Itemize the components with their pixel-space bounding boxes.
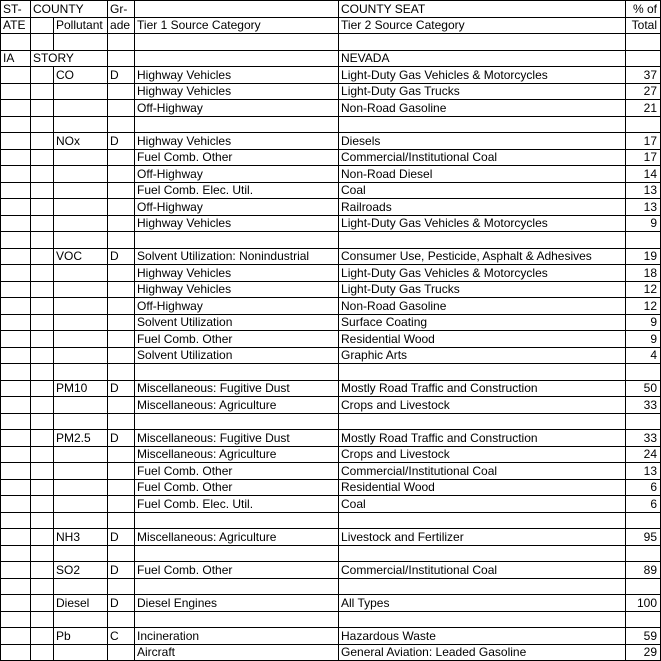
header-grade: Gr-	[108, 1, 135, 18]
table-row	[1, 595, 661, 612]
pollutant-cell	[54, 166, 108, 183]
tier1-cell: Highway Vehicles	[135, 83, 339, 100]
pct-cell: 33	[626, 397, 661, 414]
grade-cell: D	[108, 430, 135, 447]
header-pct: % of	[626, 1, 661, 18]
grade-cell: D	[108, 133, 135, 150]
pct-cell: 33	[626, 430, 661, 447]
pct-cell: 50	[626, 380, 661, 397]
pct-cell: 13	[626, 182, 661, 199]
grade-cell	[108, 83, 135, 100]
county-seat-name: NEVADA	[339, 50, 626, 67]
spacer-row	[1, 578, 661, 595]
pct-cell: 37	[626, 67, 661, 84]
pollutant-cell	[54, 182, 108, 199]
location-row	[1, 50, 661, 67]
pollutant-cell	[54, 314, 108, 331]
spacer-row	[1, 364, 661, 381]
pollutant-cell	[54, 331, 108, 348]
spacer-row	[1, 232, 661, 249]
pollutant-cell: CO	[54, 67, 108, 84]
pct-cell: 24	[626, 446, 661, 463]
pollutant-cell	[54, 215, 108, 232]
pct-cell: 13	[626, 463, 661, 480]
header-county: COUNTY	[31, 1, 108, 18]
tier2-cell: Surface Coating	[339, 314, 626, 331]
tier1-cell: Fuel Comb. Other	[135, 149, 339, 166]
tier2-cell: Non-Road Diesel	[339, 166, 626, 183]
pct-cell: 12	[626, 281, 661, 298]
pct-cell: 29	[626, 644, 661, 661]
table-row	[1, 248, 661, 265]
grade-cell: D	[108, 248, 135, 265]
pollutant-cell	[54, 100, 108, 117]
header-county-seat: COUNTY SEAT	[339, 1, 626, 18]
tier1-cell: Fuel Comb. Other	[135, 562, 339, 579]
table-row	[1, 347, 661, 364]
grade-cell	[108, 166, 135, 183]
table-row	[1, 644, 661, 661]
tier1-cell: Miscellaneous: Fugitive Dust	[135, 380, 339, 397]
pollutant-cell	[54, 149, 108, 166]
grade-cell: D	[108, 529, 135, 546]
pct-cell: 17	[626, 149, 661, 166]
tier2-cell: Light-Duty Gas Trucks	[339, 281, 626, 298]
pollutant-cell	[54, 281, 108, 298]
pollutant-cell	[54, 298, 108, 315]
table-row	[1, 562, 661, 579]
table-row	[1, 166, 661, 183]
tier2-cell: Non-Road Gasoline	[339, 298, 626, 315]
table-row	[1, 281, 661, 298]
pollutant-cell	[54, 83, 108, 100]
grade-cell: D	[108, 67, 135, 84]
pollutant-cell	[54, 347, 108, 364]
pct-cell: 13	[626, 199, 661, 216]
spacer-row	[1, 116, 661, 133]
tier2-cell: Diesels	[339, 133, 626, 150]
tier2-cell: Coal	[339, 182, 626, 199]
table-row	[1, 133, 661, 150]
tier1-cell: Miscellaneous: Fugitive Dust	[135, 430, 339, 447]
grade-cell	[108, 331, 135, 348]
grade-cell	[108, 215, 135, 232]
table-row	[1, 529, 661, 546]
pollutant-cell	[54, 199, 108, 216]
pollutant-cell: PM10	[54, 380, 108, 397]
tier2-cell: Residential Wood	[339, 331, 626, 348]
tier1-cell: Off-Highway	[135, 166, 339, 183]
spacer-row	[1, 611, 661, 628]
pct-cell: 19	[626, 248, 661, 265]
table-row	[1, 463, 661, 480]
tier2-cell: Light-Duty Gas Trucks	[339, 83, 626, 100]
state-code: IA	[1, 50, 31, 67]
tier2-cell: Hazardous Waste	[339, 628, 626, 645]
pct-cell: 89	[626, 562, 661, 579]
pct-cell: 9	[626, 331, 661, 348]
pollutant-cell	[54, 265, 108, 282]
pct-cell: 17	[626, 133, 661, 150]
tier1-cell: Aircraft	[135, 644, 339, 661]
tier2-cell: Residential Wood	[339, 479, 626, 496]
tier2-cell: Light-Duty Gas Vehicles & Motorcycles	[339, 67, 626, 84]
grade-cell	[108, 149, 135, 166]
grade-cell	[108, 100, 135, 117]
tier2-cell: Commercial/Institutional Coal	[339, 463, 626, 480]
tier2-cell: Consumer Use, Pesticide, Asphalt & Adhesives	[339, 248, 626, 265]
pollutant-cell	[54, 479, 108, 496]
tier1-cell: Solvent Utilization: Nonindustrial	[135, 248, 339, 265]
grade-cell	[108, 644, 135, 661]
table-row	[1, 430, 661, 447]
pollutant-cell: PM2.5	[54, 430, 108, 447]
header-row-1	[1, 1, 661, 18]
tier2-cell: Crops and Livestock	[339, 397, 626, 414]
pollutant-cell	[54, 644, 108, 661]
pct-cell: 9	[626, 215, 661, 232]
grade-cell	[108, 463, 135, 480]
grade-cell	[108, 479, 135, 496]
header-state-2: ATE	[1, 17, 31, 34]
county-name: STORY	[31, 50, 108, 67]
tier2-cell: Mostly Road Traffic and Construction	[339, 380, 626, 397]
tier2-cell: Coal	[339, 496, 626, 513]
header-empty	[31, 17, 54, 34]
table-row	[1, 331, 661, 348]
table-row	[1, 67, 661, 84]
grade-cell	[108, 397, 135, 414]
table-row	[1, 83, 661, 100]
grade-cell	[108, 446, 135, 463]
tier2-cell: Railroads	[339, 199, 626, 216]
tier2-cell: Graphic Arts	[339, 347, 626, 364]
tier2-cell: Non-Road Gasoline	[339, 100, 626, 117]
table-row	[1, 314, 661, 331]
table-row	[1, 479, 661, 496]
pollutant-cell: Pb	[54, 628, 108, 645]
header-state: ST-	[1, 1, 31, 18]
grade-cell	[108, 265, 135, 282]
pct-cell: 9	[626, 314, 661, 331]
table-row	[1, 446, 661, 463]
tier2-cell: Mostly Road Traffic and Construction	[339, 430, 626, 447]
tier1-cell: Diesel Engines	[135, 595, 339, 612]
pollutant-cell: SO2	[54, 562, 108, 579]
pct-cell: 21	[626, 100, 661, 117]
grade-cell	[108, 298, 135, 315]
tier2-cell: Livestock and Fertilizer	[339, 529, 626, 546]
pct-cell: 4	[626, 347, 661, 364]
table-row	[1, 215, 661, 232]
pollutant-cell	[54, 496, 108, 513]
pct-cell: 27	[626, 83, 661, 100]
pct-cell: 18	[626, 265, 661, 282]
header-tier2: Tier 2 Source Category	[339, 17, 626, 34]
tier1-cell: Incineration	[135, 628, 339, 645]
grade-cell	[108, 281, 135, 298]
pct-cell: 100	[626, 595, 661, 612]
grade-cell: D	[108, 595, 135, 612]
header-grade-2: ade	[108, 17, 135, 34]
tier1-cell: Highway Vehicles	[135, 265, 339, 282]
pollutant-cell: NH3	[54, 529, 108, 546]
table-row	[1, 628, 661, 645]
grade-cell	[108, 182, 135, 199]
header-row-2	[1, 17, 661, 34]
grade-cell	[108, 496, 135, 513]
tier1-cell: Solvent Utilization	[135, 347, 339, 364]
tier2-cell: All Types	[339, 595, 626, 612]
tier1-cell: Highway Vehicles	[135, 67, 339, 84]
tier2-cell: Commercial/Institutional Coal	[339, 562, 626, 579]
pct-cell: 12	[626, 298, 661, 315]
tier1-cell: Fuel Comb. Other	[135, 331, 339, 348]
grade-cell	[108, 199, 135, 216]
tier1-cell: Solvent Utilization	[135, 314, 339, 331]
header-tier1: Tier 1 Source Category	[135, 17, 339, 34]
tier1-cell: Fuel Comb. Other	[135, 479, 339, 496]
tier1-cell: Miscellaneous: Agriculture	[135, 529, 339, 546]
pollutant-cell: Diesel	[54, 595, 108, 612]
tier2-cell: Commercial/Institutional Coal	[339, 149, 626, 166]
pct-cell: 6	[626, 496, 661, 513]
grade-cell	[108, 347, 135, 364]
pollutant-cell	[54, 397, 108, 414]
table-row	[1, 265, 661, 282]
table-row	[1, 100, 661, 117]
header-total: Total	[626, 17, 661, 34]
tier1-cell: Off-Highway	[135, 199, 339, 216]
grade-cell: D	[108, 380, 135, 397]
header-empty	[135, 1, 339, 18]
tier1-cell: Off-Highway	[135, 100, 339, 117]
tier2-cell: Light-Duty Gas Vehicles & Motorcycles	[339, 215, 626, 232]
grade-cell: C	[108, 628, 135, 645]
spacer-row	[1, 512, 661, 529]
pollutant-cell: VOC	[54, 248, 108, 265]
tier1-cell: Miscellaneous: Agriculture	[135, 446, 339, 463]
tier1-cell: Highway Vehicles	[135, 215, 339, 232]
tier1-cell: Fuel Comb. Elec. Util.	[135, 496, 339, 513]
pct-cell: 59	[626, 628, 661, 645]
tier1-cell: Off-Highway	[135, 298, 339, 315]
table-row	[1, 380, 661, 397]
spacer-row	[1, 34, 661, 51]
pct-cell: 6	[626, 479, 661, 496]
pollutant-cell	[54, 463, 108, 480]
pct-cell: 95	[626, 529, 661, 546]
table-row	[1, 182, 661, 199]
tier2-cell: Crops and Livestock	[339, 446, 626, 463]
grade-cell: D	[108, 562, 135, 579]
tier2-cell: Light-Duty Gas Vehicles & Motorcycles	[339, 265, 626, 282]
grade-cell	[108, 314, 135, 331]
header-pollutant: Pollutant	[54, 17, 108, 34]
spacer-row	[1, 413, 661, 430]
pollutant-cell: NOx	[54, 133, 108, 150]
table-row	[1, 397, 661, 414]
spacer-row	[1, 545, 661, 562]
tier1-cell: Fuel Comb. Other	[135, 463, 339, 480]
tier1-cell: Highway Vehicles	[135, 281, 339, 298]
tier1-cell: Miscellaneous: Agriculture	[135, 397, 339, 414]
table-row	[1, 149, 661, 166]
table-row	[1, 199, 661, 216]
pct-cell: 14	[626, 166, 661, 183]
tier1-cell: Highway Vehicles	[135, 133, 339, 150]
table-row	[1, 298, 661, 315]
pollutant-cell	[54, 446, 108, 463]
tier1-cell: Fuel Comb. Elec. Util.	[135, 182, 339, 199]
tier2-cell: General Aviation: Leaded Gasoline	[339, 644, 626, 661]
table-row	[1, 496, 661, 513]
